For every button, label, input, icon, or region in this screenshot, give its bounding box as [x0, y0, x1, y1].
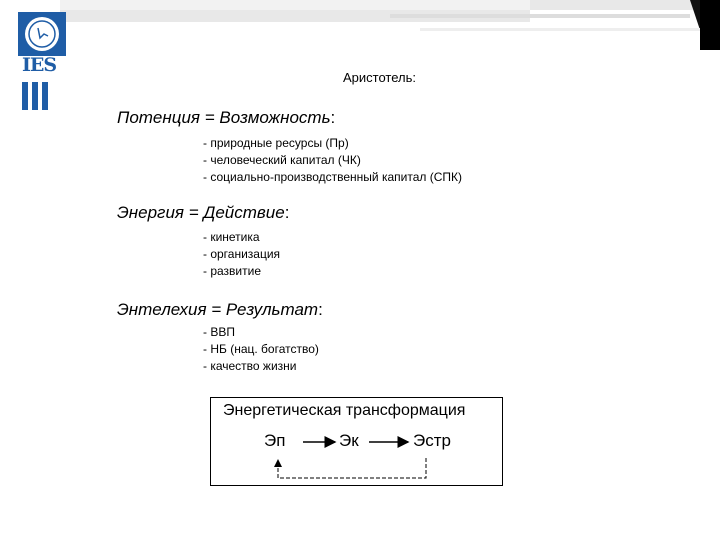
list-item: - организация	[203, 247, 281, 261]
section-heading-entelechy: Энтелехия = Результат:	[117, 300, 323, 319]
list-item: - НБ (нац. богатство)	[203, 342, 319, 356]
list-item: - социально-производственный капитал (СПК)	[203, 170, 463, 184]
feedback-dashed-line	[278, 458, 426, 478]
section-list-energy	[203, 229, 280, 280]
section-list-entelechy	[203, 324, 319, 375]
energy-transformation-diagram	[210, 397, 503, 486]
diagram-node-ek: Эк	[339, 431, 359, 450]
top-decorative-band	[60, 0, 720, 50]
list-item: - развитие	[203, 264, 261, 278]
list-item: - человеческий капитал (ЧК)	[203, 153, 361, 167]
logo-text: IES	[22, 54, 57, 76]
section-heading-potential: Потенция = Возможность:	[117, 108, 336, 127]
diagram-node-ep: Эп	[264, 431, 286, 450]
page-title: Аристотель:	[343, 70, 416, 85]
list-item: - качество жизни	[203, 359, 297, 373]
diagram-title: Энергетическая трансформация	[223, 402, 466, 419]
list-item: - природные ресурсы (Пр)	[203, 136, 349, 150]
diagram-node-estr: Эстр	[413, 431, 451, 450]
diagram-arrows	[211, 398, 504, 487]
section-list-potential	[203, 135, 462, 186]
list-item: - ВВП	[203, 325, 235, 339]
section-heading-energy: Энергия = Действие:	[117, 203, 290, 222]
list-item: - кинетика	[203, 230, 260, 244]
